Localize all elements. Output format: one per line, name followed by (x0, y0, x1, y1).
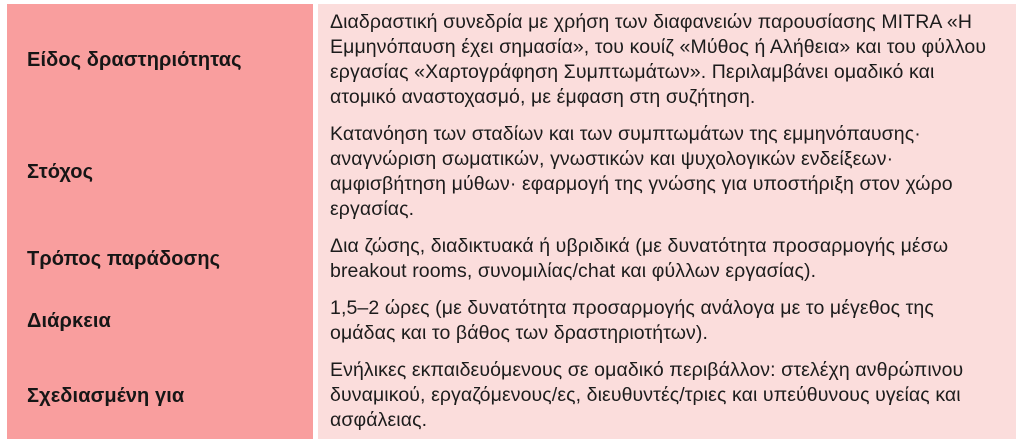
row-label: Διάρκεια (27, 310, 111, 332)
row-content-cell-goal (318, 116, 1016, 228)
activity-info-table (7, 4, 1016, 440)
row-content-cell-designed-for (318, 352, 1016, 439)
table-row (7, 352, 1016, 439)
row-content-cell-duration (318, 290, 1016, 352)
row-label: Είδος δραστηριότητας (27, 49, 242, 71)
table-row (7, 228, 1016, 290)
row-content-cell-activity-type (318, 4, 1016, 116)
row-content: Διαδραστική συνεδρία με χρήση των διαφανειών παρουσίασης MITRA «Η Εμμηνόπαυση έχει σημασία», του κουίζ «Μύθος ή Αλήθεια» και του φύλλου εργασίας «Χαρτογράφηση Συμπτωμάτων». Περιλαμβάνει ομαδικό και ατομικό αναστοχασμό, με έμφαση στη συζήτηση. (330, 11, 987, 108)
row-label-cell-goal (7, 116, 313, 228)
row-label-cell-duration (7, 290, 313, 352)
table-row (7, 290, 1016, 352)
table-row (7, 4, 1016, 116)
row-content: 1,5–2 ώρες (με δυνατότητα προσαρμογής ανάλογα με το μέγεθος της ομάδας και το βάθος των δραστηριοτήτων). (330, 297, 934, 344)
row-content: Δια ζώσης, διαδικτυακά ή υβριδικά (με δυνατότητα προσαρμογής μέσω breakout rooms, συνομιλίας/chat και φύλλων εργασίας). (330, 235, 949, 282)
table-row (7, 116, 1016, 228)
row-label-cell-designed-for (7, 352, 313, 439)
row-label-cell-delivery-mode (7, 228, 313, 290)
row-label-cell-activity-type (7, 4, 313, 116)
row-label: Στόχος (27, 161, 94, 183)
row-content: Κατανόηση των σταδίων και των συμπτωμάτων της εμμηνόπαυσης· αναγνώριση σωματικών, γνωστικών και ψυχολογικών ενδείξεων· αμφισβήτηση μύθων· εφαρμογή της γνώσης για υποστήριξη στον χώρο εργασίας. (330, 123, 953, 220)
row-content-cell-delivery-mode (318, 228, 1016, 290)
row-label: Σχεδιασμένη για (27, 384, 185, 407)
row-label: Τρόπος παράδοσης (27, 248, 221, 270)
row-content: Ενήλικες εκπαιδευόμενους σε ομαδικό περιβάλλον: στελέχη ανθρώπινου δυναμικού, εργαζόμενους/ες, διευθυντές/τριες και υπεύθυνους υγείας και ασφάλειας. (330, 359, 964, 431)
